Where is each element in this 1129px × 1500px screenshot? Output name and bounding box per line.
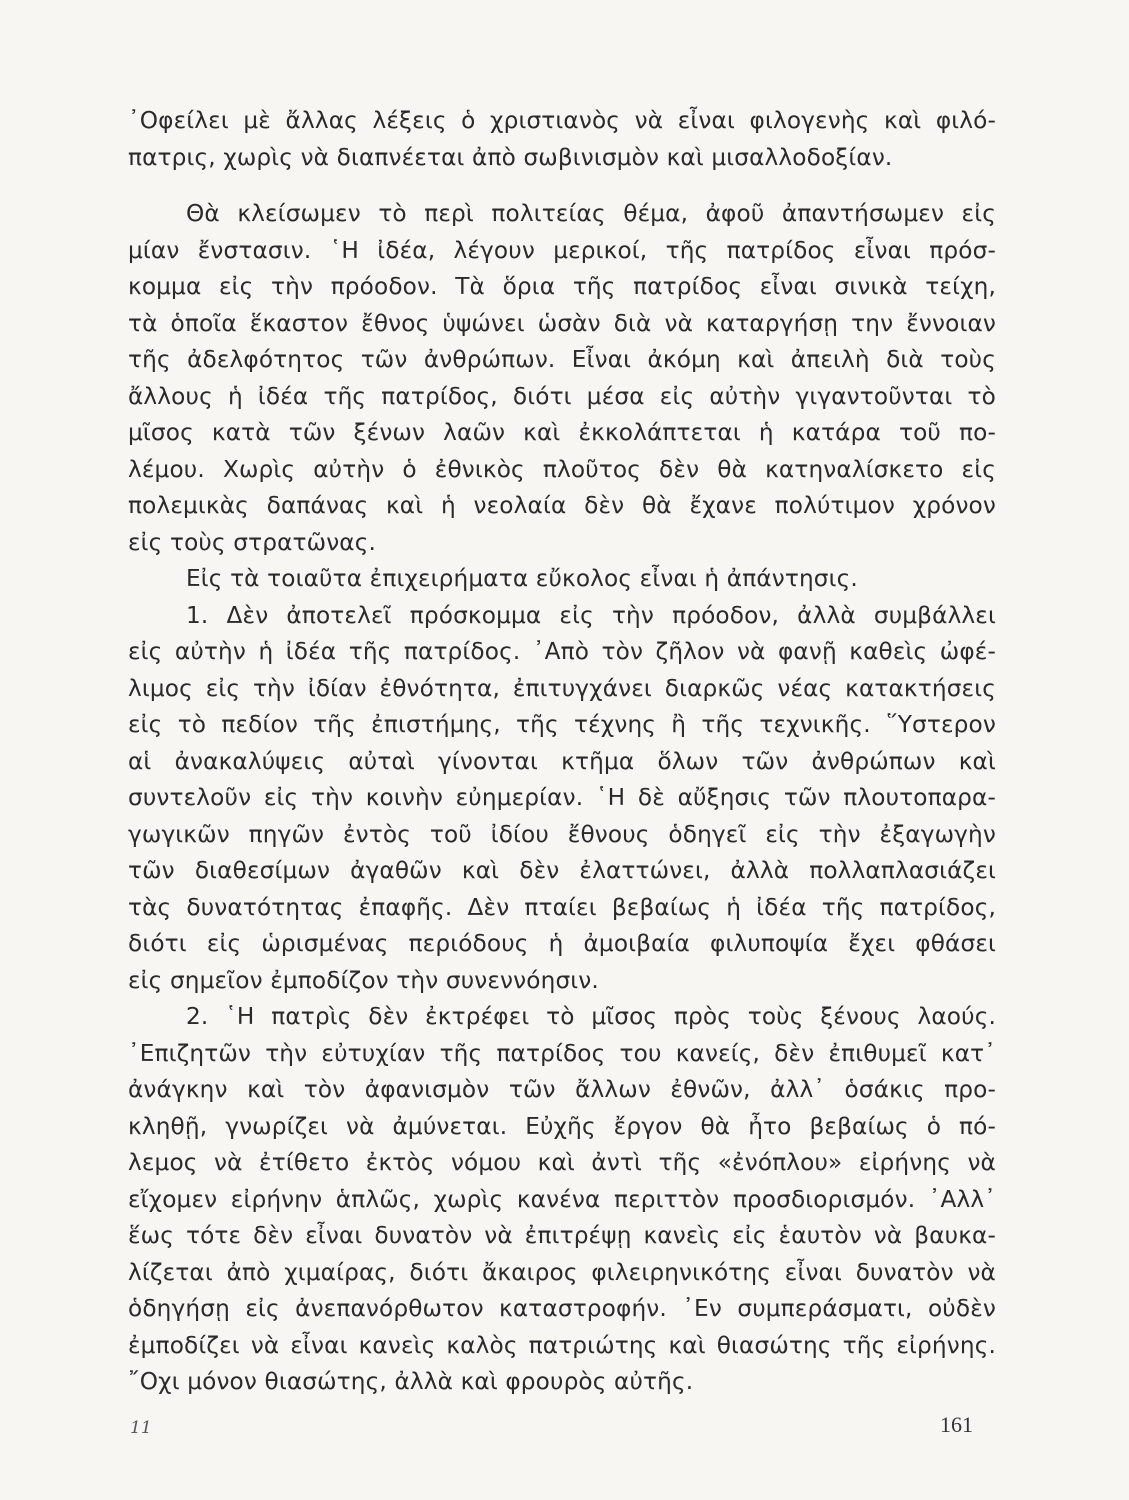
text-line: κομμα εἰς τὴν πρόοδον. Τὰ ὅρια τῆς πατρίδος εἶναι σινικὰ τείχη, bbox=[128, 273, 996, 300]
text-line: ἄλλους ἡ ἰδέα τῆς πατρίδος, διότι μέσα εἰς αὐτὴν γιγαντοῦνται τὸ bbox=[128, 382, 996, 410]
text-line: ῎Οχι μόνον θιασώτης, ἀλλὰ καὶ φρουρὸς αὐτῆς. bbox=[128, 1368, 694, 1395]
paragraph-gap bbox=[128, 176, 996, 196]
text-line: ἐμποδίζει νὰ εἶναι κανεὶς καλὸς πατριώτης καὶ θιασώτης τῆς εἰρήνης. bbox=[128, 1331, 996, 1359]
text-line: συντελοῦν εἰς τὴν κοινὴν εὐημερίαν. ῾Η δὲ αὔξησις τῶν πλουτοπαρα- bbox=[128, 784, 996, 811]
text-line: εἰς τὸ πεδίον τῆς ἐπιστήμης, τῆς τέχνης ἢ τῆς τεχνικῆς. ῞Υστερον bbox=[128, 711, 996, 738]
text-line: εἰς αὐτὴν ἡ ἰδέα τῆς πατρίδος. ᾿Απὸ τὸν ζῆλον νὰ φανῇ καθεὶς ὠφέ- bbox=[128, 638, 996, 665]
text-line: εἴχομεν εἰρήνην ἁπλῶς, χωρὶς κανένα περιττὸν προσδιορισμόν. ᾿Αλλ᾿ bbox=[128, 1185, 996, 1213]
text-line: 1. Δὲν ἀποτελεῖ πρόσκομμα εἰς τὴν πρόοδον, ἀλλὰ συμβάλλει bbox=[186, 601, 996, 629]
text-line: λίζεται ἀπὸ χιμαίρας, διότι ἄκαιρος φιλειρηνικότης εἶναι δυνατὸν νὰ bbox=[128, 1258, 996, 1286]
page-number: 161 bbox=[940, 1412, 973, 1437]
text-line: μίαν ἔνστασιν. ῾Η ἰδέα, λέγουν μερικοί, τῆς πατρίδος εἶναι πρόσ- bbox=[128, 236, 996, 264]
text-line: πατρις, χωρὶς νὰ διαπνέεται ἀπὸ σωβινισμὸν καὶ μισαλλοδοξίαν. bbox=[128, 143, 893, 171]
text-line: ὁδηγήσῃ εἰς ἀνεπανόρθωτον καταστροφήν. ᾿Εν συμπεράσματι, οὐδὲν bbox=[128, 1295, 996, 1322]
page-body bbox=[128, 103, 996, 1401]
text-line: αἱ ἀνακαλύψεις αὐταὶ γίνονται κτῆμα ὅλων τῶν ἀνθρώπων καὶ bbox=[128, 747, 996, 775]
text-line: πολεμικὰς δαπάνας καὶ ἡ νεολαία δὲν θὰ ἔχανε πολύτιμον χρόνον bbox=[128, 492, 996, 519]
signature-mark: 11 bbox=[130, 1418, 152, 1438]
text-line: τῆς ἀδελφότητος τῶν ἀνθρώπων. Εἶναι ἀκόμη καὶ ἀπειλὴ διὰ τοὺς bbox=[128, 346, 996, 373]
text-line: Θὰ κλείσωμεν τὸ περὶ πολιτείας θέμα, ἀφοῦ ἀπαντήσωμεν εἰς bbox=[186, 200, 996, 227]
text-line: λεμος νὰ ἐτίθετο ἐκτὸς νόμου καὶ ἀντὶ τῆς «ἐνόπλου» εἰρήνης νὰ bbox=[128, 1149, 996, 1176]
text-line: ᾿Οφείλει μὲ ἄλλας λέξεις ὁ χριστιανὸς νὰ εἶναι φιλογενὴς καὶ φιλό- bbox=[128, 107, 996, 134]
text-line: τὰ ὁποῖα ἕκαστον ἔθνος ὑψώνει ὡσὰν διὰ νὰ καταργήσῃ την ἔννοιαν bbox=[128, 309, 996, 337]
text-line: εἰς σημεῖον ἐμποδίζον τὴν συνεννόησιν. bbox=[128, 966, 599, 994]
text-line: ἀνάγκην καὶ τὸν ἀφανισμὸν τῶν ἄλλων ἐθνῶν, ἀλλ᾿ ὁσάκις προ- bbox=[128, 1076, 996, 1103]
text-line: τῶν διαθεσίμων ἀγαθῶν καὶ δὲν ἐλαττώνει, ἀλλὰ πολλαπλασιάζει bbox=[128, 857, 996, 884]
text-line: ἕως τότε δὲν εἶναι δυνατὸν νὰ ἐπιτρέψῃ κανεὶς εἰς ἑαυτὸν νὰ βαυκα- bbox=[128, 1222, 996, 1249]
text-line: μῖσος κατὰ τῶν ξένων λαῶν καὶ ἐκκολάπτεται ἡ κατάρα τοῦ πο- bbox=[128, 419, 996, 446]
text-line: κληθῇ, γνωρίζει νὰ ἀμύνεται. Εὐχῆς ἔργον θὰ ἦτο βεβαίως ὁ πό- bbox=[128, 1112, 996, 1140]
text-line: λιμος εἰς τὴν ἰδίαν ἐθνότητα, ἐπιτυγχάνει διαρκῶς νέας κατακτήσεις bbox=[128, 674, 996, 702]
text-line: 2. ῾Η πατρὶς δὲν ἐκτρέφει τὸ μῖσος πρὸς τοὺς ξένους λαούς. bbox=[186, 1003, 996, 1030]
text-line: λέμου. Χωρὶς αὐτὴν ὁ ἐθνικὸς πλοῦτος δὲν θὰ κατηναλίσκετο εἰς bbox=[128, 455, 996, 483]
text-line: τὰς δυνατότητας ἐπαφῆς. Δὲν πταίει βεβαίως ἡ ἰδέα τῆς πατρίδος, bbox=[128, 893, 996, 921]
text-line: εἰς τοὺς στρατῶνας. bbox=[128, 528, 377, 556]
text-line: γωγικῶν πηγῶν ἐντὸς τοῦ ἰδίου ἔθνους ὁδηγεῖ εἰς τὴν ἐξαγωγὴν bbox=[128, 820, 996, 848]
text-line: ᾿Επιζητῶν τὴν εὐτυχίαν τῆς πατρίδος του κανείς, δὲν ἐπιθυμεῖ κατ᾿ bbox=[128, 1039, 996, 1067]
text-line: Εἰς τὰ τοιαῦτα ἐπιχειρήματα εὔκολος εἶναι ἡ ἀπάντησις. bbox=[186, 565, 858, 592]
text-line: διότι εἰς ὡρισμένας περιόδους ἡ ἀμοιβαία φιλυποψία ἔχει φθάσει bbox=[128, 930, 996, 957]
